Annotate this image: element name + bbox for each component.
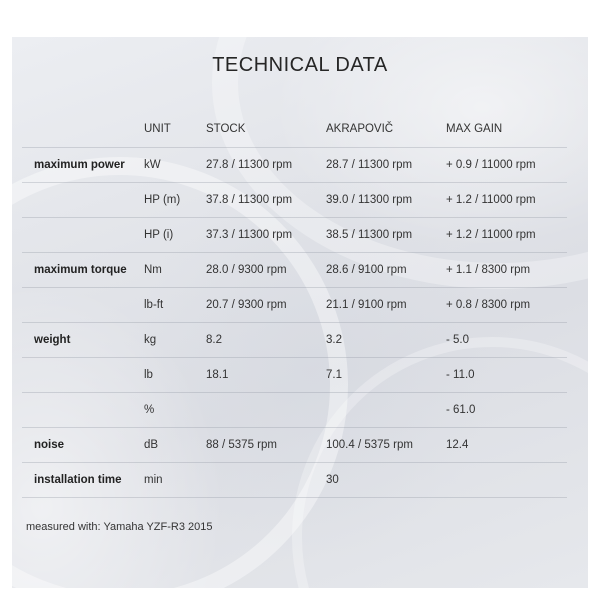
row-max-gain-value: - 11.0 xyxy=(446,358,567,393)
row-category xyxy=(22,183,144,218)
row-category: maximum torque xyxy=(22,253,144,288)
header-max-gain: MAX GAIN xyxy=(446,123,503,135)
row-stock-value: 37.8 / 11300 rpm xyxy=(206,183,326,218)
row-category xyxy=(22,218,144,253)
table-row xyxy=(22,253,567,288)
row-max-gain-value: + 1.2 / 11000 rpm xyxy=(446,218,567,253)
table-row xyxy=(22,288,567,323)
row-unit: % xyxy=(144,393,206,428)
row-stock-value: 20.7 / 9300 rpm xyxy=(206,288,326,323)
row-unit: HP (i) xyxy=(144,218,206,253)
row-max-gain-value: + 0.8 / 8300 rpm xyxy=(446,288,567,323)
table-row xyxy=(22,463,567,498)
row-stock-value: 8.2 xyxy=(206,323,326,358)
row-unit: Nm xyxy=(144,253,206,288)
technical-data-table xyxy=(22,111,567,498)
row-category: maximum power xyxy=(22,148,144,183)
row-unit: kg xyxy=(144,323,206,358)
row-stock-value xyxy=(206,463,326,498)
row-stock-value: 18.1 xyxy=(206,358,326,393)
row-unit: lb xyxy=(144,358,206,393)
header-stock: STOCK xyxy=(206,123,246,135)
technical-data-panel xyxy=(12,37,588,588)
row-category: weight xyxy=(22,323,144,358)
table-row xyxy=(22,393,567,428)
row-stock-value: 37.3 / 11300 rpm xyxy=(206,218,326,253)
header-akrapovic: AKRAPOVIČ xyxy=(326,123,394,135)
table-row xyxy=(22,148,567,183)
row-akrapovic-value: 38.5 / 11300 rpm xyxy=(326,218,446,253)
row-max-gain-value: + 0.9 / 11000 rpm xyxy=(446,148,567,183)
row-unit: HP (m) xyxy=(144,183,206,218)
row-akrapovic-value: 30 xyxy=(326,463,446,498)
row-max-gain-value: 12.4 xyxy=(446,428,567,463)
row-stock-value xyxy=(206,393,326,428)
row-max-gain-value: - 5.0 xyxy=(446,323,567,358)
row-akrapovic-value: 100.4 / 5375 rpm xyxy=(326,428,446,463)
row-category xyxy=(22,288,144,323)
row-max-gain-value: + 1.1 / 8300 rpm xyxy=(446,253,567,288)
row-stock-value: 88 / 5375 rpm xyxy=(206,428,326,463)
table-row xyxy=(22,183,567,218)
page-title: TECHNICAL DATA xyxy=(212,54,388,76)
row-unit: lb-ft xyxy=(144,288,206,323)
row-akrapovic-value: 21.1 / 9100 rpm xyxy=(326,288,446,323)
header-unit: UNIT xyxy=(144,123,171,135)
row-akrapovic-value: 39.0 / 11300 rpm xyxy=(326,183,446,218)
measurement-footnote: measured with: Yamaha YZF-R3 2015 xyxy=(26,521,213,533)
row-unit: dB xyxy=(144,428,206,463)
row-stock-value: 27.8 / 11300 rpm xyxy=(206,148,326,183)
table-header-row xyxy=(22,111,567,148)
row-max-gain-value xyxy=(446,463,567,498)
row-akrapovic-value: 28.6 / 9100 rpm xyxy=(326,253,446,288)
row-max-gain-value: + 1.2 / 11000 rpm xyxy=(446,183,567,218)
row-unit: min xyxy=(144,463,206,498)
row-category: installation time xyxy=(22,463,144,498)
row-max-gain-value: - 61.0 xyxy=(446,393,567,428)
row-stock-value: 28.0 / 9300 rpm xyxy=(206,253,326,288)
table-row xyxy=(22,323,567,358)
row-akrapovic-value: 7.1 xyxy=(326,358,446,393)
row-akrapovic-value: 3.2 xyxy=(326,323,446,358)
row-akrapovic-value xyxy=(326,393,446,428)
table-row xyxy=(22,218,567,253)
row-akrapovic-value: 28.7 / 11300 rpm xyxy=(326,148,446,183)
table-row xyxy=(22,358,567,393)
row-category: noise xyxy=(22,428,144,463)
row-unit: kW xyxy=(144,148,206,183)
table-row xyxy=(22,428,567,463)
row-category xyxy=(22,358,144,393)
row-category xyxy=(22,393,144,428)
header-category xyxy=(22,111,144,148)
